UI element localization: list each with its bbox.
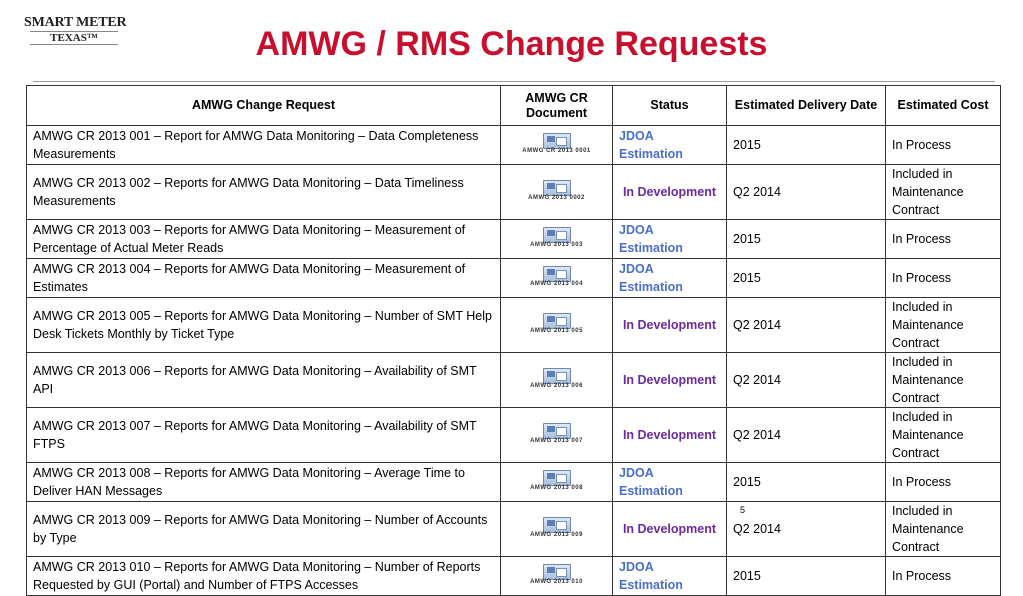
- header-status: Status: [613, 86, 727, 126]
- cr-request-cell: AMWG CR 2013 008 – Reports for AMWG Data Monitoring – Average Time to Deliver HAN Messages: [27, 463, 501, 502]
- cr-request-cell: AMWG CR 2013 009 – Reports for AMWG Data Monitoring – Number of Accounts by Type: [27, 502, 501, 557]
- cr-request-cell: AMWG CR 2013 001 – Report for AMWG Data Monitoring – Data Completeness Measurements: [27, 126, 501, 165]
- cr-document-cell[interactable]: [501, 220, 613, 259]
- delivery-date-cell: Q2 2014: [727, 165, 886, 220]
- estimated-cost-cell: Included in Maintenance Contract: [886, 502, 1001, 557]
- document-thumbnail-icon: [543, 368, 571, 384]
- change-request-table: [26, 85, 1001, 596]
- table-header-row: [27, 86, 1001, 126]
- document-caption: AMWG 2013 004: [530, 281, 583, 287]
- embedded-document-icon[interactable]: [514, 312, 600, 338]
- status-cell: In Development: [613, 502, 727, 557]
- status-cell: JDOA Estimation: [613, 557, 727, 596]
- document-thumbnail-icon: [543, 423, 571, 439]
- embedded-document-icon[interactable]: [514, 226, 600, 252]
- document-thumbnail-icon: [543, 517, 571, 533]
- embedded-document-icon[interactable]: [514, 132, 600, 158]
- cr-request-cell: AMWG CR 2013 007 – Reports for AMWG Data Monitoring – Availability of SMT FTPS: [27, 408, 501, 463]
- status-cell: In Development: [613, 165, 727, 220]
- estimated-cost-cell: In Process: [886, 220, 1001, 259]
- page-number: 5: [740, 505, 746, 515]
- logo-line1: SMART METER: [24, 15, 127, 30]
- document-caption: AMWG 2013 005: [530, 328, 583, 334]
- embedded-document-icon[interactable]: [514, 179, 600, 205]
- document-caption: AMWG 2013 0002: [528, 195, 585, 201]
- document-thumbnail-icon: [543, 564, 571, 580]
- delivery-date-cell: Q2 2014: [727, 502, 886, 557]
- document-caption: AMWG CR 2013 0001: [522, 148, 591, 154]
- delivery-date-cell: 2015: [727, 126, 886, 165]
- estimated-cost-cell: In Process: [886, 126, 1001, 165]
- delivery-date-cell: Q2 2014: [727, 408, 886, 463]
- cr-request-cell: AMWG CR 2013 005 – Reports for AMWG Data Monitoring – Number of SMT Help Desk Tickets Monthly by Ticket Type: [27, 298, 501, 353]
- table-row: [27, 220, 1001, 259]
- cr-request-cell: AMWG CR 2013 004 – Reports for AMWG Data Monitoring – Measurement of Estimates: [27, 259, 501, 298]
- estimated-cost-cell: In Process: [886, 259, 1001, 298]
- cr-document-cell[interactable]: [501, 502, 613, 557]
- table-row: [27, 353, 1001, 408]
- embedded-document-icon[interactable]: [514, 516, 600, 542]
- status-cell: JDOA Estimation: [613, 220, 727, 259]
- table-row: [27, 298, 1001, 353]
- document-thumbnail-icon: [543, 266, 571, 282]
- cr-document-cell[interactable]: [501, 165, 613, 220]
- document-caption: AMWG 2013 003: [530, 242, 583, 248]
- document-caption: AMWG 2013 010: [530, 579, 583, 585]
- header-estimated-cost: Estimated Cost: [886, 86, 1001, 126]
- status-cell: JDOA Estimation: [613, 126, 727, 165]
- table-row: [27, 502, 1001, 557]
- estimated-cost-cell: In Process: [886, 463, 1001, 502]
- header-change-request: AMWG Change Request: [27, 86, 501, 126]
- table-row: [27, 463, 1001, 502]
- cr-document-cell[interactable]: [501, 126, 613, 165]
- logo-line2: TEXAS™: [30, 31, 118, 45]
- cr-document-cell[interactable]: [501, 408, 613, 463]
- embedded-document-icon[interactable]: [514, 367, 600, 393]
- page-title: AMWG / RMS Change Requests: [255, 25, 768, 63]
- document-caption: AMWG 2013 009: [530, 532, 583, 538]
- status-cell: In Development: [613, 408, 727, 463]
- delivery-date-cell: 2015: [727, 463, 886, 502]
- estimated-cost-cell: Included in Maintenance Contract: [886, 165, 1001, 220]
- delivery-date-cell: 2015: [727, 557, 886, 596]
- delivery-date-cell: 2015: [727, 220, 886, 259]
- cr-document-cell[interactable]: [501, 298, 613, 353]
- status-cell: In Development: [613, 298, 727, 353]
- embedded-document-icon[interactable]: [514, 265, 600, 291]
- cr-request-cell: AMWG CR 2013 003 – Reports for AMWG Data Monitoring – Measurement of Percentage of Actual Meter Reads: [27, 220, 501, 259]
- embedded-document-icon[interactable]: [514, 469, 600, 495]
- embedded-document-icon[interactable]: [514, 563, 600, 589]
- document-thumbnail-icon: [543, 133, 571, 149]
- delivery-date-cell: Q2 2014: [727, 353, 886, 408]
- table-row: [27, 126, 1001, 165]
- document-thumbnail-icon: [543, 313, 571, 329]
- delivery-date-cell: Q2 2014: [727, 298, 886, 353]
- cr-document-cell[interactable]: [501, 259, 613, 298]
- estimated-cost-cell: Included in Maintenance Contract: [886, 298, 1001, 353]
- cr-request-cell: AMWG CR 2013 002 – Reports for AMWG Data Monitoring – Data Timeliness Measurements: [27, 165, 501, 220]
- embedded-document-icon[interactable]: [514, 422, 600, 448]
- cr-document-cell[interactable]: [501, 353, 613, 408]
- document-thumbnail-icon: [543, 227, 571, 243]
- header-delivery-date: Estimated Delivery Date: [727, 86, 886, 126]
- table-row: [27, 259, 1001, 298]
- document-thumbnail-icon: [543, 470, 571, 486]
- header-cr-document: AMWG CR Document: [501, 86, 613, 126]
- table-row: [27, 165, 1001, 220]
- cr-document-cell[interactable]: [501, 463, 613, 502]
- document-caption: AMWG 2013 006: [530, 383, 583, 389]
- estimated-cost-cell: Included in Maintenance Contract: [886, 353, 1001, 408]
- status-cell: JDOA Estimation: [613, 259, 727, 298]
- status-cell: JDOA Estimation: [613, 463, 727, 502]
- delivery-date-cell: 2015: [727, 259, 886, 298]
- cr-request-cell: AMWG CR 2013 010 – Reports for AMWG Data Monitoring – Number of Reports Requested by GUI (Portal) and Number of FTPS Accesses: [27, 557, 501, 596]
- table-row: [27, 408, 1001, 463]
- cr-request-cell: AMWG CR 2013 006 – Reports for AMWG Data Monitoring – Availability of SMT API: [27, 353, 501, 408]
- estimated-cost-cell: In Process: [886, 557, 1001, 596]
- document-caption: AMWG 2013 008: [530, 485, 583, 491]
- document-caption: AMWG 2013 007: [530, 438, 583, 444]
- status-cell: In Development: [613, 353, 727, 408]
- document-thumbnail-icon: [543, 180, 571, 196]
- estimated-cost-cell: Included in Maintenance Contract: [886, 408, 1001, 463]
